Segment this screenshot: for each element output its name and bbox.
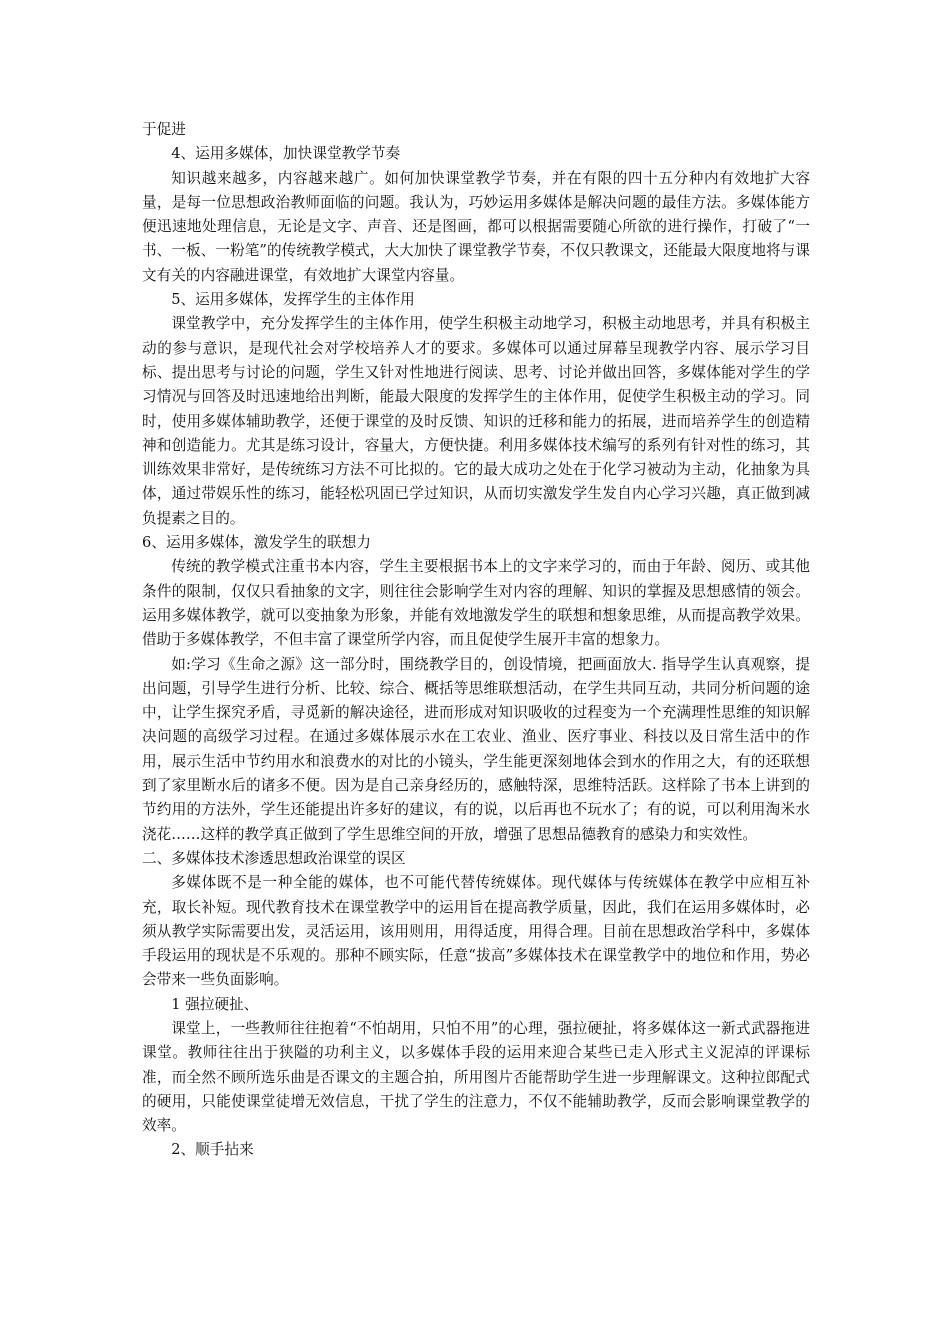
subheading-6: 6、运用多媒体，激发学生的联想力: [142, 534, 371, 552]
body-paragraph: 传统的教学模式注重书本内容，学生主要根据书本上的文字来学习的，而由于年龄、阅历、或其他条件的限制，仅仅只看抽象的文字，则往往会影响学生对内容的理解、知识的掌握及思想感情的领会。运用多媒体教学，就可以变抽象为形象，并能有效地激发学生的联想和想象思维，从而提高教学效果。借助于多媒体教学，不但丰富了课堂所学内容，而且促使学生展开丰富的想象力。: [142, 558, 810, 649]
document-page: [142, 118, 810, 1163]
body-paragraph: 课堂上，一些教师往往抱着“不怕胡用，只怕不用”的心理，强拉硬扯，将多媒体这一新式武器拖进课堂。教师往往出于狭隘的功利主义，以多媒体手段的运用来迎合某些已走入形式主义泥淖的评课标准，而全然不顾所选乐曲是否课文的主题合拍，所用图片否能帮助学生进一步理解课文。这种拉郎配式的硬用，只能使课堂徒增无效信息，干扰了学生的注意力，不仅不能辅助教学，反而会影响课堂教学的效率。: [142, 1019, 810, 1135]
subheading-4: 4、运用多媒体，加快课堂教学节奏: [171, 145, 401, 163]
body-paragraph: 知识越来越多，内容越来越广。如何加快课堂教学节奏，并在有限的四十五分种内有效地扩大容量，是每一位思想政治教师面临的问题。我认为，巧妙运用多媒体是解决问题的最佳方法。多媒体能方便迅速地处理信息，无论是文字、声音、还是图画，都可以根据需要随心所欲的进行操作，打破了“一书、一板、一粉笔”的传统教学模式，大大加快了课堂教学节奏，不仅只教课文，还能最大限度地将与课文有关的内容融进课堂，有效地扩大课堂内容量。: [142, 169, 810, 284]
paragraph-continuation: 于促进: [142, 121, 186, 138]
subheading-5: 5、运用多媒体，发挥学生的主体作用: [171, 291, 415, 309]
body-paragraph: 课堂教学中，充分发挥学生的主体作用，使学生积极主动地学习，积极主动地思考，并具有积极主动的参与意识，是现代社会对学校培养人才的要求。多媒体可以通过屏幕呈现教学内容、展示学习目标、提出思考与讨论的问题，学生又针对性地进行阅读、思考、讨论并做出回答，多媒体能对学生的学习情况与回答及时迅速地给出判断，能最大限度的发挥学生的主体作用，促使学生积极主动的学习。同时，使用多媒体辅助教学，还便于课堂的及时反馈、知识的迁移和能力的拓展，进而培养学生的创造精神和创造能力。尤其是练习设计，容量大，方便快捷。利用多媒体技术编写的系列有针对性的练习，其训练效果非常好，是传统练习方法不可比拟的。它的最大成功之处在于化学习被动为主动，化抽象为具体，通过带娱乐性的练习，能轻松巩固已学过知识，从而切实激发学生发自内心学习兴趣，真正做到减负提素之目的。: [142, 315, 810, 527]
subheading-2-2: 2、顺手拈来: [171, 1141, 254, 1159]
section-heading-2: 二、多媒体技术渗透思想政治课堂的误区: [142, 849, 406, 867]
body-paragraph: 如:学习《生命之源》这一部分时，围绕教学目的，创设情境，把画面放大. 指导学生认真观察，提出问题，引导学生进行分析、比较、综合、概括等思维联想活动，在学生共同互动，共同分析问题的途中，让学生探究矛盾，寻觅新的解决途径，进而形成对知识吸收的过程变为一个充满理性思维的知识解决问题的高级学习过程。在通过多媒体展示水在工农业、渔业、医疗事业、科技以及日常生活中的作用，展示生活中节约用水和浪费水的对比的小镜头，学生能更深刻地体会到水的作用之大，有的还联想到了家里断水后的诸多不便。因为是自己亲身经历的，感触特深，思维特活跃。这样除了书本上讲到的节约用的方法外，学生还能提出许多好的建议，有的说，以后再也不玩水了；有的说，可以利用淘米水浇花……这样的教学真正做到了学生思维空间的开放，增强了思想品德教育的感染力和实效性。: [142, 655, 810, 843]
subheading-2-1: 1 强拉硬扯、: [171, 995, 259, 1013]
body-paragraph: 多媒体既不是一种全能的媒体，也不可能代替传统媒体。现代媒体与传统媒体在教学中应相互补充，取长补短。现代教育技术在课堂教学中的运用旨在提高教学质量，因此，我们在运用多媒体时，必须从教学实际需要出发，灵活运用，该用则用，用得适度，用得合理。目前在思想政治学科中，多媒体手段运用的现状是不乐观的。那种不顾实际，任意“拔高”多媒体技术在课堂教学中的地位和作用，势必会带来一些负面影响。: [142, 874, 810, 989]
